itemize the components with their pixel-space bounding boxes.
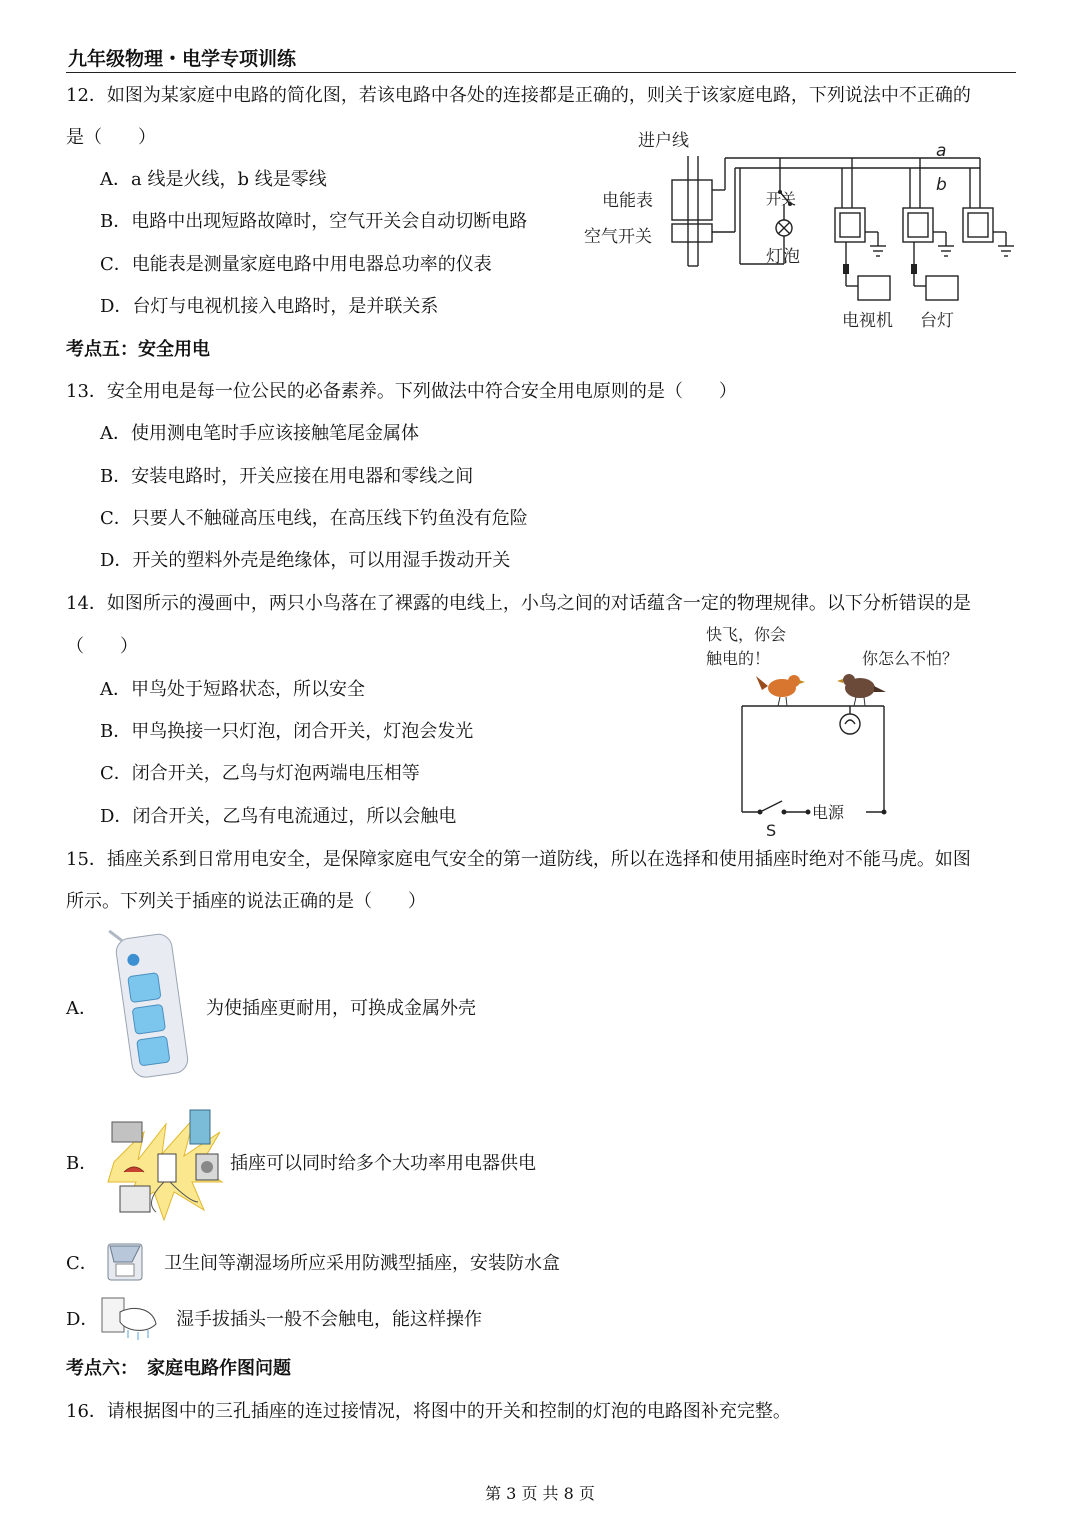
label-b: b [936,175,947,195]
q15-option-b-letter: B． [66,1153,98,1174]
q15-stem-line1: 15．插座关系到日常用电安全，是保障家庭电气安全的第一道防线，所以在选择和使用插座时绝对不能马虎。如图 [66,849,971,870]
q15-option-c-text: 卫生间等潮湿场所应采用防溅型插座，安装防水盒 [164,1253,560,1274]
q15-option-b-text: 插座可以同时给多个大功率用电器供电 [230,1153,536,1174]
page-number-footer: 第 3 页 共 8 页 [485,1484,595,1503]
page-header-title: 九年级物理・电学专项训练 [68,48,297,70]
q14-option-b: B．甲鸟换接一只灯泡，闭合开关，灯泡会发光 [100,721,474,742]
q12-option-b: B．电路中出现短路故障时，空气开关会自动切断电路 [100,211,528,232]
bird-yi-icon [837,674,886,706]
label-desk-lamp: 台灯 [920,311,954,331]
header-divider [66,72,1016,73]
q14-stem-line2: （ ） [66,636,138,657]
q14-option-d: D．闭合开关，乙鸟有电流通过，所以会触电 [100,806,457,827]
label-a: a [936,141,947,161]
q15-option-d-letter: D． [66,1309,99,1330]
household-circuit-diagram [580,124,1030,334]
bird2-speech: 你怎么不怕？ [862,649,959,668]
q13-option-c: C．只要人不触碰高压电线，在高压线下钓鱼没有危险 [100,508,528,529]
wet-hand-unplug-image [98,1292,160,1342]
q12-option-a: A．a 线是火线，b 线是零线 [100,169,327,190]
q16-stem: 16．请根据图中的三孔插座的连过接情况，将图中的开关和控制的灯泡的电路图补充完整。 [66,1401,791,1422]
section-5-heading: 考点五：安全用电 [66,339,210,360]
q15-option-a-letter: A． [66,998,97,1019]
q12-option-d: D．台灯与电视机接入电路时，是并联关系 [100,296,439,317]
label-power-source: 电源 [812,803,845,822]
q14-option-c: C．闭合开关，乙鸟与灯泡两端电压相等 [100,763,420,784]
q14-option-a: A．甲鸟处于短路状态，所以安全 [100,679,365,700]
q12-stem-line2: 是（ ） [66,127,156,148]
birds-circuit-diagram [690,618,990,848]
q15-option-a-text: 为使插座更耐用，可换成金属外壳 [206,998,476,1019]
q13-stem: 13．安全用电是每一位公民的必备素养。下列做法中符合安全用电原则的是（ ） [66,381,737,402]
q12-option-c: C．电能表是测量家庭电路中用电器总功率的仪表 [100,254,492,275]
overloaded-socket-image [104,1102,228,1222]
label-tv: 电视机 [842,311,893,331]
bird1-speech-line2: 触电的！ [706,649,771,668]
splash-proof-socket-image [102,1240,152,1284]
bird-jia-icon [756,675,805,706]
label-incoming-line: 进户线 [638,131,689,151]
power-strip-image [100,930,200,1082]
q15-option-d-text: 湿手拔插头一般不会触电，能这样操作 [176,1309,482,1330]
q13-option-b: B．安装电路时，开关应接在用电器和零线之间 [100,466,474,487]
label-switch-s: S [766,821,777,840]
label-switch: 开关 [766,190,797,208]
section-6-heading: 考点六： 家庭电路作图问题 [66,1358,291,1379]
q15-option-c-letter: C． [66,1253,98,1274]
q14-stem-line1: 14．如图所示的漫画中，两只小鸟落在了裸露的电线上，小鸟之间的对话蕴含一定的物理规律。以下分析错误的是 [66,593,971,614]
label-meter: 电能表 [602,191,653,211]
q15-stem-line2: 所示。下列关于插座的说法正确的是（ ） [66,891,426,912]
q13-option-a: A．使用测电笔时手应该接触笔尾金属体 [100,423,419,444]
label-breaker: 空气开关 [584,227,652,247]
bird1-speech-line1: 快飞，你会 [706,625,787,644]
q13-option-d: D．开关的塑料外壳是绝缘体，可以用湿手拨动开关 [100,550,511,571]
label-bulb: 灯泡 [766,247,800,267]
q12-stem-line1: 12．如图为某家庭中电路的简化图，若该电路中各处的连接都是正确的，则关于该家庭电路，下列说法中不正确的 [66,85,971,106]
